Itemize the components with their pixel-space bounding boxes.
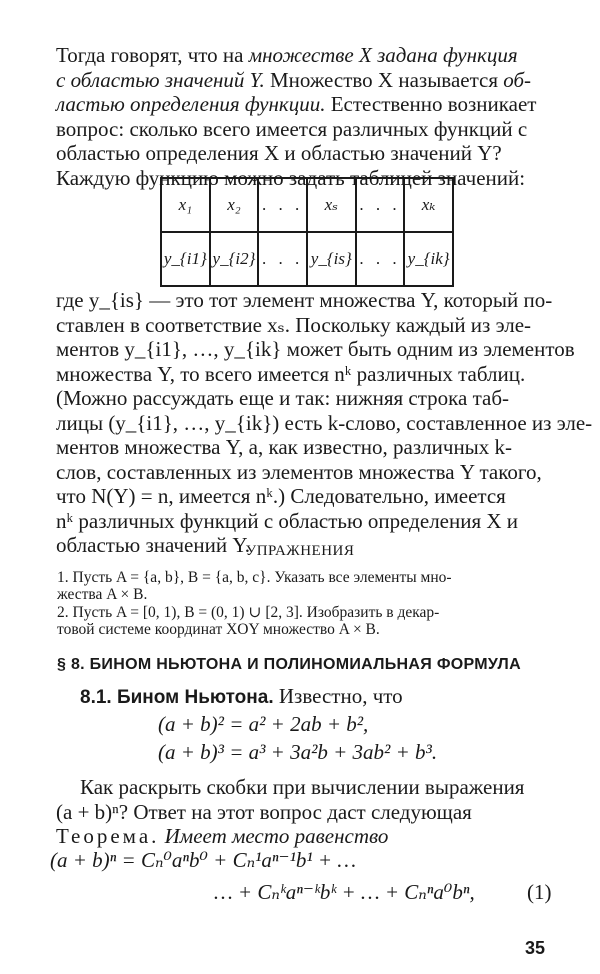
- theorem-text: Имеет место равенство: [159, 824, 389, 848]
- binomial-formula-line-2: … + Cₙᵏaⁿ⁻ᵏbᵏ + … + Cₙⁿa⁰bⁿ,: [214, 880, 475, 904]
- formula-square: (a + b)² = a² + 2ab + b²,: [158, 712, 369, 736]
- exercise-line: товой системе координат XOY множество A × B.: [57, 621, 380, 638]
- intro-line-1: Тогда говорят, что на множестве X задана функция: [56, 43, 518, 67]
- subsection-heading: [80, 684, 403, 709]
- page-number: 35: [525, 938, 546, 958]
- table-cell: xₖ: [404, 178, 453, 232]
- text-line: Как раскрыть скобки при вычислении выражения: [80, 775, 525, 799]
- section-heading: § 8. БИНОМ НЬЮТОНА И ПОЛИНОМИАЛЬНАЯ ФОРМУЛА: [57, 656, 521, 673]
- table-row-values: [161, 232, 453, 286]
- table-row-arguments: [161, 178, 453, 232]
- equation-number: (1): [527, 880, 552, 904]
- table-cell: x₁: [161, 178, 210, 232]
- text-line: слов, составленных из элементов множества Y такого,: [56, 459, 542, 484]
- table-cell: . . .: [356, 232, 405, 286]
- theorem-line: [56, 824, 556, 849]
- exercise-2: [57, 604, 555, 638]
- theorem-label: Теорема.: [56, 824, 160, 848]
- question-paragraph: [56, 775, 556, 849]
- table-cell: . . .: [356, 178, 405, 232]
- formula-cube: (a + b)³ = a³ + 3a²b + 3ab² + b³.: [158, 740, 438, 764]
- intro-paragraph: [56, 43, 554, 190]
- intro-line-6: Каждую функцию можно задать таблицей значений:: [56, 165, 526, 190]
- text-line: ментов множества Y, а, как известно, различных k-: [56, 435, 513, 459]
- text-line: где y_{is} — это тот элемент множества Y, который по-: [56, 288, 553, 312]
- text-line: ментов y_{i1}, …, y_{ik} может быть одним из элементов: [56, 337, 575, 361]
- binomial-formula-line-1: (a + b)ⁿ = Cₙ⁰aⁿb⁰ + Cₙ¹aⁿ⁻¹b¹ + …: [50, 848, 357, 872]
- after-table-paragraph: [56, 288, 593, 558]
- exercise-line: 2. Пусть A = [0, 1), B = (0, 1) ∪ [2, 3]. Изобразить в декар-: [57, 604, 440, 621]
- intro-line-3: ластью определения функции. Естественно возникает: [56, 92, 537, 116]
- intro-line-5: областью определения X и областью значений Y?: [56, 141, 502, 165]
- text-line: (Можно рассуждать еще и так: нижняя строка таб-: [56, 386, 510, 410]
- text-line: областью значений Y.: [56, 533, 251, 557]
- table-cell: . . .: [258, 178, 307, 232]
- table-cell: y_{is}: [307, 232, 356, 286]
- exercises-title: УПРАЖНЕНИЯ: [245, 543, 355, 559]
- text-line: (a + b)ⁿ? Ответ на этот вопрос даст следующая: [56, 799, 472, 824]
- table-cell: y_{ik}: [404, 232, 453, 286]
- text-line: что N(Y) = n, имеется nᵏ.) Следовательно, имеется: [56, 484, 506, 508]
- function-values-table: [160, 177, 454, 287]
- table-cell: y_{i1}: [161, 232, 210, 286]
- text-line: лицы (y_{i1}, …, y_{ik}) есть k-слово, составленное из эле-: [56, 410, 593, 435]
- text-line: ставлен в соответствие xₛ. Поскольку каждый из эле-: [56, 312, 532, 337]
- intro-line-2: с областью значений Y. Множество X называется об-: [56, 67, 532, 92]
- text-line: множества Y, то всего имеется nᵏ различных таблиц.: [56, 361, 526, 386]
- exercise-1: [57, 569, 555, 603]
- exercise-line: жества A × B.: [57, 586, 148, 603]
- text-line: nᵏ различных функций с областью определения X и: [56, 508, 519, 533]
- table-cell: y_{i2}: [210, 232, 259, 286]
- table-cell: x₂: [210, 178, 259, 232]
- subsection-title: 8.1. Бином Ньютона.: [80, 687, 274, 708]
- subsection-text: Известно, что: [273, 684, 403, 708]
- table-cell: . . .: [258, 232, 307, 286]
- table-cell: xₛ: [307, 178, 356, 232]
- exercise-line: 1. Пусть A = {a, b}, B = {a, b, c}. Указать все элементы мно-: [57, 569, 452, 586]
- intro-line-4: вопрос: сколько всего имеется различных функций с: [56, 116, 528, 141]
